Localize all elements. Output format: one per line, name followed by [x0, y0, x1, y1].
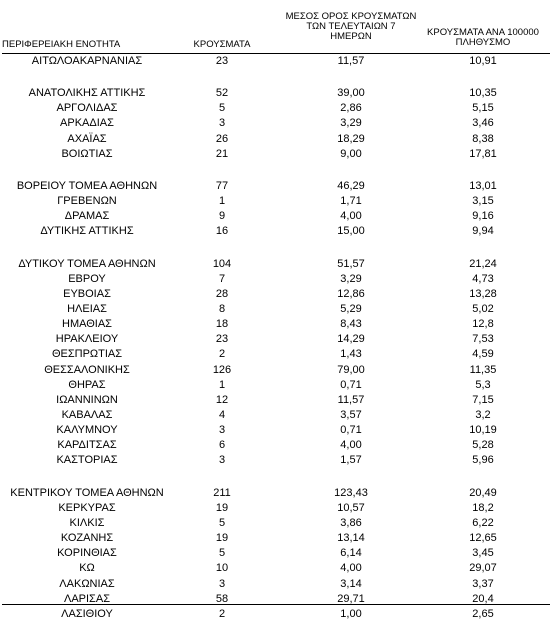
table-row [0, 132, 560, 147]
row-7day-average: 46,29 [337, 179, 365, 192]
row-region: ΗΡΑΚΛΕΙΟΥ [55, 333, 119, 346]
table-row [0, 116, 560, 131]
row-cases-per-100k: 17,81 [469, 147, 497, 160]
table-row [0, 516, 560, 531]
row-cases-per-100k: 21,24 [469, 257, 497, 270]
row-cases: 3 [218, 577, 226, 590]
row-cases: 1 [218, 378, 226, 391]
row-region: ΔΥΤΙΚΗΣ ΑΤΤΙΚΗΣ [40, 225, 134, 238]
row-7day-average: 3,14 [340, 577, 362, 590]
row-region: ΑΡΚΑΔΙΑΣ [60, 117, 114, 130]
row-cases-per-100k: 10,35 [469, 87, 497, 100]
row-region: ΘΕΣΠΡΩΤΙΑΣ [51, 348, 123, 361]
row-cases-per-100k: 3,2 [475, 409, 491, 421]
row-7day-average: 18,29 [337, 132, 365, 145]
row-7day-average: 0,71 [340, 424, 362, 437]
table-row [0, 317, 560, 332]
row-7day-average: 3,86 [340, 516, 362, 529]
row-cases-per-100k: 5,96 [472, 454, 494, 467]
table-row [0, 577, 560, 592]
row-7day-average: 3,57 [340, 409, 362, 421]
row-cases: 2 [218, 607, 226, 620]
row-region: ΗΜΑΘΙΑΣ [62, 318, 112, 331]
row-region: ΚΟΖΑΝΗΣ [60, 532, 114, 544]
table-row [0, 546, 560, 561]
row-cases: 2 [218, 348, 226, 361]
table-row [0, 272, 560, 287]
table-row [0, 101, 560, 116]
row-cases: 6 [218, 439, 226, 452]
row-cases-per-100k: 3,45 [472, 547, 494, 560]
row-cases: 12 [215, 393, 229, 406]
row-7day-average: 10,57 [337, 501, 365, 514]
footer-rule [2, 604, 550, 605]
row-region: ΒΟΙΩΤΙΑΣ [61, 147, 113, 160]
row-cases: 23 [215, 333, 229, 346]
table-row [0, 408, 560, 423]
row-cases: 1 [218, 195, 226, 208]
row-7day-average: 6,14 [340, 547, 362, 560]
table-row [0, 287, 560, 302]
row-region: ΔΥΤΙΚΟΥ ΤΟΜΕΑ ΑΘΗΝΩΝ [18, 257, 156, 270]
row-cases: 104 [212, 257, 232, 270]
row-cases: 3 [218, 424, 226, 437]
row-cases-per-100k: 5,02 [472, 303, 494, 315]
row-cases-per-100k: 10,91 [469, 55, 497, 67]
row-cases: 21 [215, 147, 229, 160]
row-cases-per-100k: 3,37 [472, 577, 494, 590]
row-cases: 4 [218, 409, 226, 421]
row-7day-average: 1,71 [340, 195, 362, 208]
row-cases-per-100k: 20,49 [469, 486, 497, 499]
row-region: ΙΩΑΝΝΙΝΩΝ [56, 393, 118, 406]
row-cases-per-100k: 8,38 [472, 132, 494, 145]
row-7day-average: 8,43 [340, 318, 362, 331]
header-cases: ΚΡΟΥΣΜΑΤΑ [193, 39, 251, 50]
table-row [0, 423, 560, 438]
row-7day-average: 3,29 [340, 272, 362, 285]
row-region: ΚΑΒΑΛΑΣ [61, 409, 113, 421]
table-row [0, 501, 560, 516]
row-cases: 5 [218, 547, 226, 560]
row-cases-per-100k: 12,65 [469, 532, 497, 544]
row-cases: 126 [212, 363, 232, 376]
row-cases: 8 [218, 303, 226, 315]
row-7day-average: 4,00 [340, 210, 362, 223]
row-7day-average: 15,00 [337, 225, 365, 238]
row-7day-average: 3,29 [340, 117, 362, 130]
row-cases: 52 [215, 87, 229, 100]
header-7day-average: ΜΕΣΟΣ ΟΡΟΣ ΚΡΟΥΣΜΑΤΩΝ ΤΩΝ ΤΕΛΕΥΤΑΙΩΝ 7 ΗΜΕΡΩΝ [285, 11, 417, 42]
row-cases-per-100k: 13,28 [469, 287, 497, 300]
row-7day-average: 29,71 [337, 592, 365, 605]
row-region: ΗΛΕΙΑΣ [67, 303, 107, 315]
row-7day-average: 12,86 [337, 287, 365, 300]
row-cases-per-100k: 3,46 [472, 117, 494, 130]
row-cases: 5 [218, 102, 226, 115]
table-row [0, 438, 560, 453]
row-7day-average: 51,57 [337, 257, 365, 270]
table-row [0, 209, 560, 224]
header-region: ΠΕΡΙΦΕΡΕΙΑΚΗ ΕΝΟΤΗΤΑ [2, 39, 121, 50]
table-row [0, 257, 560, 272]
row-cases: 23 [215, 55, 229, 67]
row-cases-per-100k: 5,3 [475, 378, 491, 391]
table-row [0, 179, 560, 194]
row-region: ΑΝΑΤΟΛΙΚΗΣ ΑΤΤΙΚΗΣ [28, 87, 146, 100]
table-row [0, 393, 560, 408]
row-7day-average: 9,00 [340, 147, 362, 160]
row-cases: 211 [213, 486, 231, 499]
row-cases: 5 [218, 516, 226, 529]
row-region: ΒΟΡΕΙΟΥ ΤΟΜΕΑ ΑΘΗΝΩΝ [16, 179, 158, 192]
row-cases: 9 [218, 210, 226, 223]
row-cases: 3 [218, 454, 226, 467]
row-cases-per-100k: 13,01 [469, 179, 497, 192]
row-region: ΕΥΒΟΙΑΣ [63, 287, 111, 300]
row-cases: 10 [215, 562, 229, 575]
row-region: ΘΕΣΣΑΛΟΝΙΚΗΣ [44, 363, 130, 376]
row-cases-per-100k: 4,59 [472, 348, 494, 361]
row-region: ΑΡΓΟΛΙΔΑΣ [56, 102, 118, 115]
row-region: ΚΕΡΚΥΡΑΣ [58, 501, 116, 514]
row-7day-average: 79,00 [337, 363, 365, 376]
row-cases-per-100k: 7,15 [472, 393, 494, 406]
row-7day-average: 39,00 [337, 87, 365, 100]
table-row [0, 561, 560, 576]
row-region: ΕΒΡΟΥ [68, 272, 106, 285]
row-7day-average: 13,14 [337, 532, 365, 544]
table-row [0, 194, 560, 209]
row-cases: 19 [215, 532, 229, 544]
row-region: ΚΑΡΔΙΤΣΑΣ [57, 439, 117, 452]
row-7day-average: 1,00 [340, 607, 362, 620]
row-cases: 19 [215, 501, 229, 514]
row-cases: 26 [215, 132, 229, 145]
row-cases-per-100k: 20,4 [472, 592, 494, 605]
row-region: ΑΙΤΩΛΟΑΚΑΡΝΑΝΙΑΣ [31, 55, 143, 67]
table-row [0, 86, 560, 101]
row-region: ΚΕΝΤΡΙΚΟΥ ΤΟΜΕΑ ΑΘΗΝΩΝ [10, 486, 164, 499]
row-cases: 18 [215, 318, 229, 331]
row-region: ΓΡΕΒΕΝΩΝ [57, 195, 117, 208]
row-region: ΛΑΚΩΝΙΑΣ [59, 577, 115, 590]
table-row [0, 147, 560, 162]
table-row [0, 347, 560, 362]
row-region: ΚΑΛΥΜΝΟΥ [56, 424, 118, 437]
row-region: ΘΗΡΑΣ [68, 378, 106, 391]
row-cases-per-100k: 12,8 [472, 318, 494, 331]
row-7day-average: 11,57 [337, 393, 365, 406]
row-cases: 16 [215, 225, 229, 238]
table-row [0, 531, 560, 546]
row-cases-per-100k: 5,28 [472, 439, 494, 452]
table-row [0, 363, 560, 378]
row-region: ΔΡΑΜΑΣ [64, 210, 110, 223]
row-7day-average: 123,43 [334, 486, 368, 499]
row-cases-per-100k: 5,15 [472, 102, 494, 115]
row-cases: 77 [215, 179, 229, 192]
row-cases: 3 [218, 117, 226, 130]
row-region: ΛΑΣΙΘΙΟΥ [61, 607, 113, 620]
row-cases-per-100k: 11,35 [469, 363, 497, 376]
row-cases-per-100k: 7,53 [472, 333, 494, 346]
row-7day-average: 1,57 [340, 454, 362, 467]
row-region: ΛΑΡΙΣΑΣ [63, 592, 110, 605]
row-7day-average: 5,29 [340, 303, 362, 315]
row-region: ΚΙΛΚΙΣ [69, 516, 105, 529]
row-7day-average: 4,00 [340, 439, 362, 452]
table-row [0, 607, 560, 622]
row-cases-per-100k: 4,73 [472, 272, 494, 285]
header-cases-per-100k: ΚΡΟΥΣΜΑΤΑ ΑΝΑ 100000 ΠΛΗΘΥΣΜΟ [427, 27, 539, 48]
row-region: ΚΑΣΤΟΡΙΑΣ [56, 454, 118, 467]
row-7day-average: 11,57 [337, 55, 365, 67]
row-region: ΚΟΡΙΝΘΙΑΣ [57, 547, 117, 560]
table-row [0, 224, 560, 239]
table-row [0, 302, 560, 317]
row-7day-average: 1,43 [340, 348, 362, 361]
table-row [0, 332, 560, 347]
row-7day-average: 4,00 [340, 562, 362, 575]
row-7day-average: 0,71 [340, 378, 362, 391]
row-cases: 58 [215, 592, 229, 605]
table-row [0, 486, 560, 501]
row-cases-per-100k: 9,16 [472, 210, 494, 223]
row-cases: 7 [218, 272, 226, 285]
table-row [0, 453, 560, 468]
row-cases: 28 [215, 287, 229, 300]
row-cases-per-100k: 6,22 [472, 516, 494, 529]
row-region: ΑΧΑΪΑΣ [67, 132, 107, 145]
row-cases-per-100k: 2,65 [472, 607, 494, 620]
row-region: ΚΩ [79, 562, 95, 575]
table-row [0, 378, 560, 393]
row-cases-per-100k: 29,07 [469, 562, 497, 575]
row-7day-average: 2,86 [340, 102, 362, 115]
table-row [0, 54, 560, 69]
row-cases-per-100k: 9,94 [472, 225, 494, 238]
row-cases-per-100k: 3,15 [472, 195, 494, 208]
row-cases-per-100k: 18,2 [472, 501, 494, 514]
row-cases-per-100k: 10,19 [469, 424, 497, 437]
row-7day-average: 14,29 [337, 333, 365, 346]
